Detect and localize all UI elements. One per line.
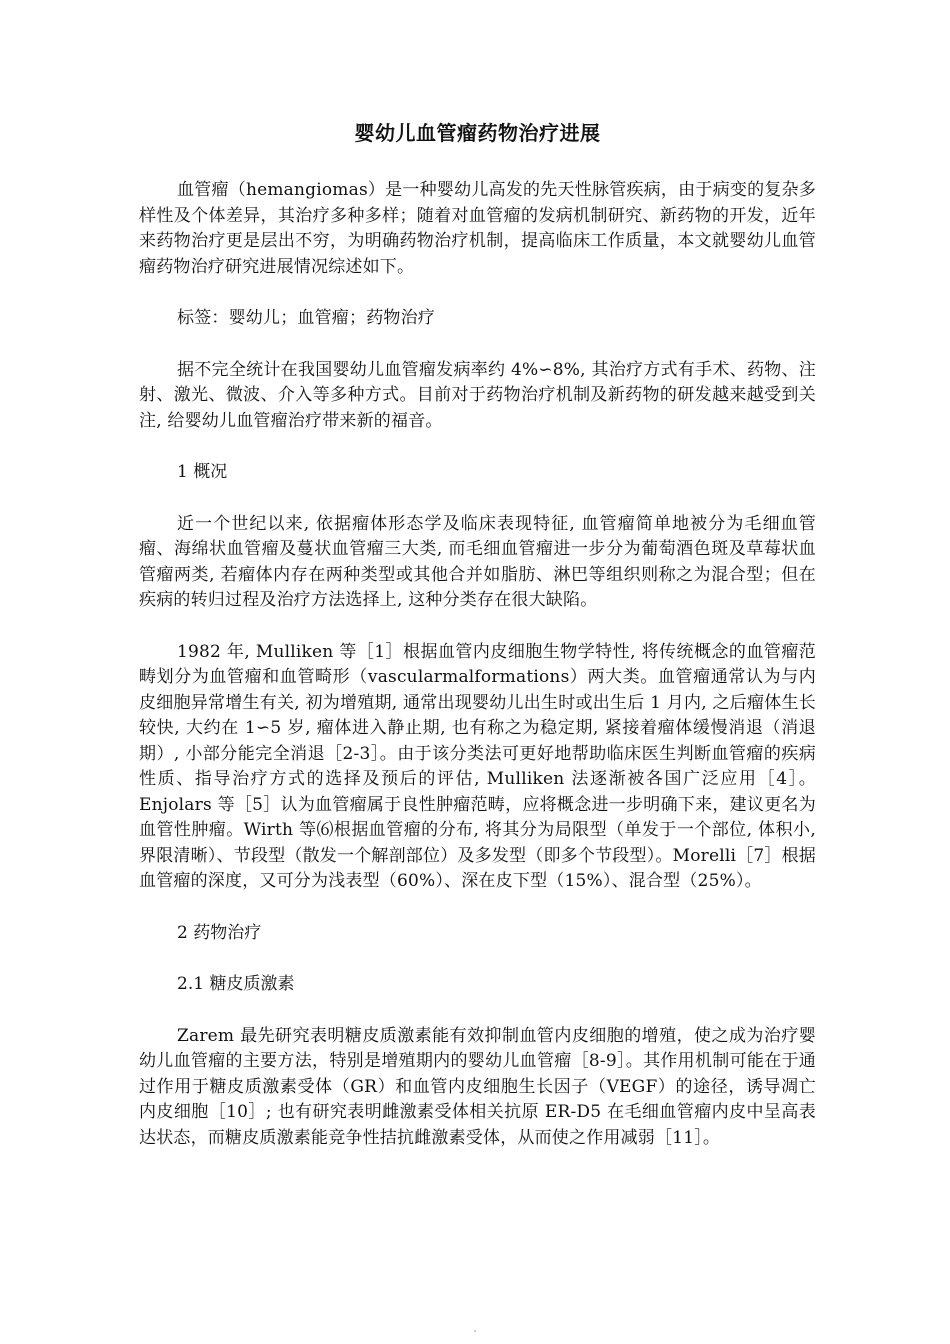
section-2-1-heading: 2.1 糖皮质激素 <box>177 974 295 994</box>
abstract-paragraph: 血管瘤（hemangiomas）是一种婴幼儿高发的先天性脉管疾病，由于病变的复杂多样性及个体差异，其治疗多种多样；随着对血管瘤的发病机制研究、新药物的开发，近年来药物治疗更是层出不穷，为明确药物治疗机制，提高临床工作质量，本文就婴幼儿血管瘤药物治疗研究进展情况综述如下。 <box>139 180 816 277</box>
document-title: 婴幼儿血管瘤药物治疗进展 <box>354 121 601 145</box>
tags-line: 标签：婴幼儿；血管瘤；药物治疗 <box>177 308 435 328</box>
section-1-paragraph-1: 近一个世纪以来, 依据瘤体形态学及临床表现特征, 血管瘤简单地被分为毛细血管瘤、海绵状血管瘤及蔓状血管瘤三大类, 而毛细血管瘤进一步分为葡萄酒色斑及草莓状血管瘤两类, 若瘤体内存在两种类型或其他合并如脂肪、淋巴等组织则称之为混合型；但在疾病的转归过程及治疗方法选择上, 这种分类存在很大缺陷。 <box>139 513 816 610</box>
section-1-heading: 1 概况 <box>177 462 228 482</box>
section-2-1-paragraph: Zarem 最先研究表明糖皮质激素能有效抑制血管内皮细胞的增殖，使之成为治疗婴幼儿血管瘤的主要方法，特别是增殖期内的婴幼儿血管瘤［8-9］。其作用机制可能在于通过作用于糖皮质激素受体（GR）和血管内皮细胞生长因子（VEGF）的途径，诱导凋亡内皮细胞［10］; 也有研究表明雌激素受体相关抗原 ER-D5 在毛细血管瘤内皮中呈高表达状态，而糖皮质激素能竞争性拮抗雌激素受体，从而使之作用减弱［11］。 <box>139 1025 816 1148</box>
page-footer-dot <box>474 1330 476 1332</box>
section-1-paragraph-2: 1982 年, Mulliken 等［1］根据血管内皮细胞生物学特性, 将传统概念的血管瘤范畴划分为血管瘤和血管畸形（vascularmalformations）两大类。血管瘤通常认为与内皮细胞异常增生有关, 初为增殖期, 通常出现婴幼儿出生时或出生后 1 月内, 之后瘤体生长较快, 大约在 1∽5 岁, 瘤体进入静止期, 也有称之为稳定期, 紧接着瘤体缓慢消退（消退期）, 小部分能完全消退［2-3］。由于该分类法可更好地帮助临床医生判断血管瘤的疾病性质、指导治疗方式的选择及预后的评估, Mulliken 法逐渐被各国广泛应用［4］。Enjolars 等［5］认为血管瘤属于良性肿瘤范畴，应将概念进一步明确下来，建议更名为血管性肿瘤。Wirth 等⑹根据血管瘤的分布, 将其分为局限型（单发于一个部位, 体积小, 界限清晰）、节段型（散发一个解剖部位）及多发型（即多个节段型）。Morelli［7］根据血管瘤的深度，又可分为浅表型（60%）、深在皮下型（15%）、混合型（25%）。 <box>139 641 816 891</box>
intro-paragraph: 据不完全统计在我国婴幼儿血管瘤发病率约 4%∽8%, 其治疗方式有手术、药物、注射、激光、微波、介入等多种方式。目前对于药物治疗机制及新药物的研发越来越受到关注, 给婴幼儿血管瘤治疗带来新的福音。 <box>139 359 816 431</box>
section-2-heading: 2 药物治疗 <box>177 922 262 943</box>
document-page <box>139 118 816 1177</box>
